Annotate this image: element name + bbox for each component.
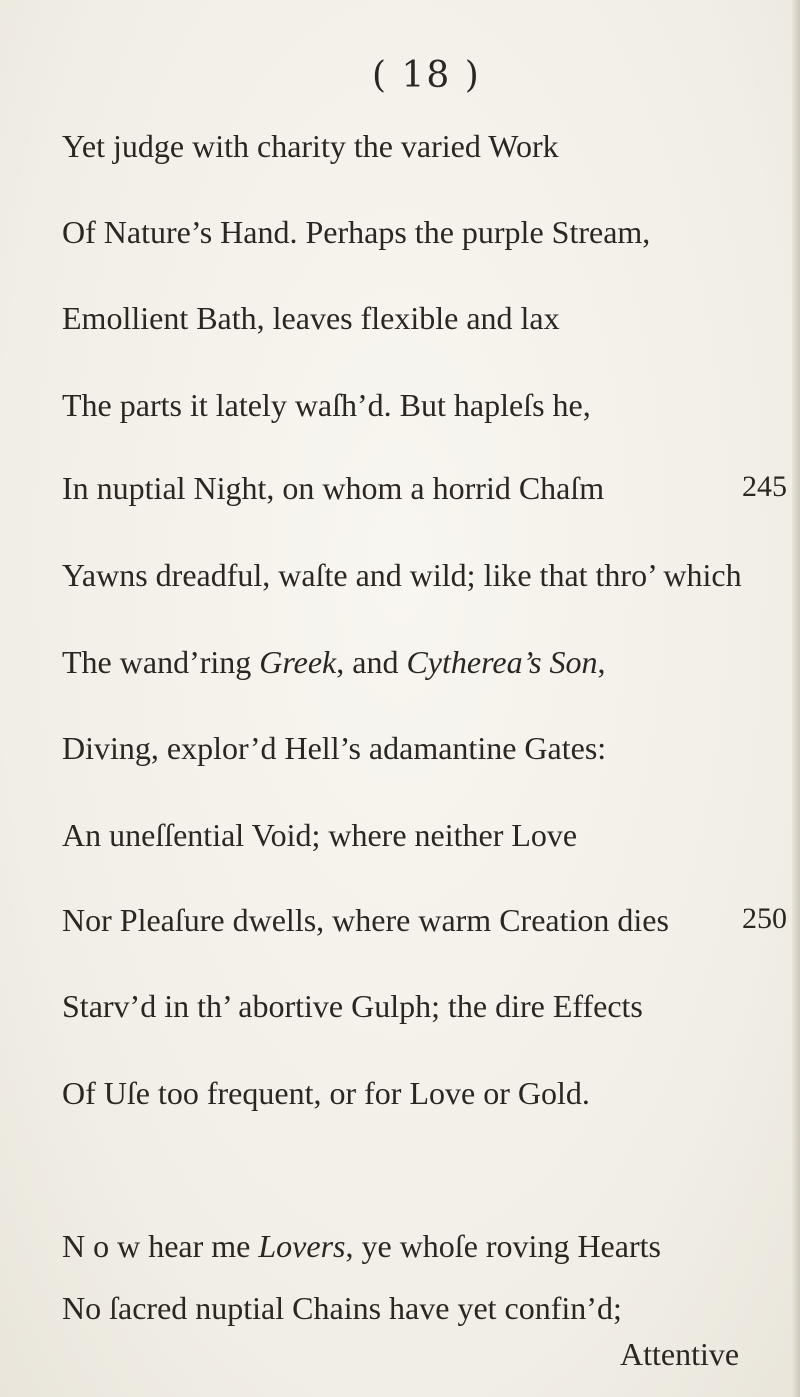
poem-line: An uneſſential Void; where neither Love [62,817,578,853]
poem-line: Nor Pleaſure dwells, where warm Creation dies [62,902,669,938]
poem-line: Yet judge with charity the varied Work [62,128,559,164]
italic-name: Cytherea’s Son [406,644,598,680]
poem-line: The parts it lately waſh’d. But hapleſs he, [62,387,591,423]
poem-line: Emollient Bath, leaves flexible and lax [62,300,560,336]
catchword: Attentive [620,1336,740,1372]
line-text: , [597,644,606,680]
poem-line: Yawns dreadful, waſte and wild; like that thro’ which [62,557,742,593]
poem-line: Diving, explor’d Hell’s adamantine Gates: [62,730,607,766]
italic-name: Lovers [258,1228,346,1264]
poem-line: No ſacred nuptial Chains have yet confin’d; [62,1290,622,1326]
line-text: , ye whoſe roving Hearts [345,1228,661,1264]
poem-line [62,1228,661,1265]
line-text: N o w hear me [62,1228,259,1264]
line-number: 250 [742,902,787,935]
poem-line: In nuptial Night, on whom a horrid Chaſm [62,470,605,506]
poem-line: Starv’d in th’ abortive Gulph; the dire Effects [62,988,643,1024]
page-number: ( 18 ) [372,55,481,96]
poem-line: Of Nature’s Hand. Perhaps the purple Stream, [62,214,651,250]
page-edge [792,0,800,1397]
line-text: The wand’ring [62,644,260,680]
italic-name: Greek [259,644,337,680]
poem-line [62,644,606,681]
poem-line: Of Uſe too frequent, or for Love or Gold. [62,1075,590,1111]
line-text: , and [336,644,407,680]
line-number: 245 [742,470,787,503]
